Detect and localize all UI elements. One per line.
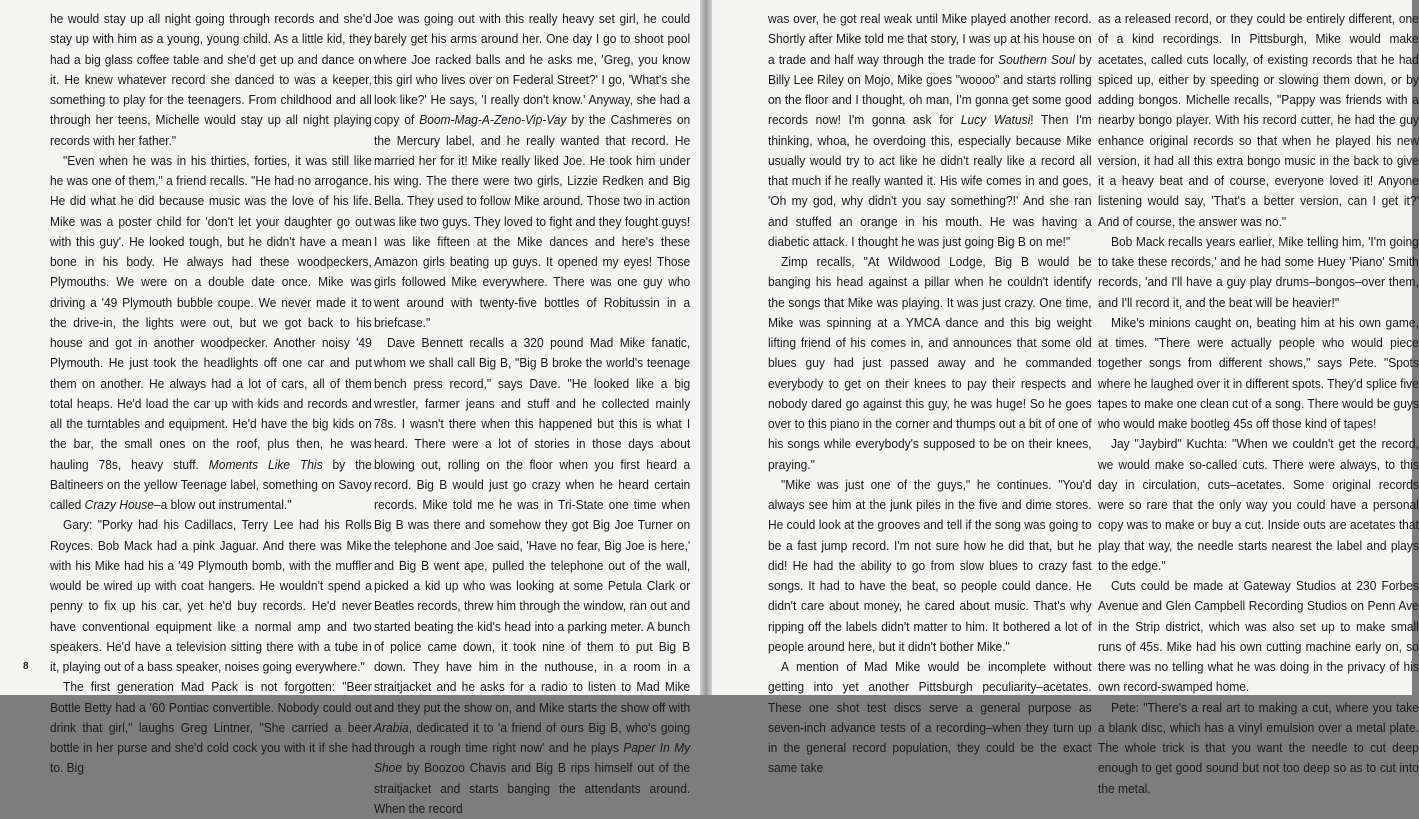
text-run: by the Cashmeres on the Mercury label, and he really wanted that record. He married her for it! Mike really liked Joe. He took him under his wing. The there were two girls, Lizzie Redken and Big Bella. They used to follow Mike around. Those two in action was like two guys. They loved to fight and they fought guys! I was like fifteen at the Mike dances and here's these Amazon girls beating up guys. It opened my eyes! Those girls followed Mike everywhere. There was one guy who went around with twenty-five bottles of Robitussin in a briefcase." (374, 112, 691, 330)
text-column (1098, 9, 1419, 799)
text-run: ! Then I'm thinking, whoa, he overdoing this, especially because Mike usually would try to act like he didn't really like a record all that much if he really wanted it. His wife comes in and goes, 'Oh my god, why didn't you say something?!' And she ran and stuffed an orange in his mouth. He was having a diabetic attack. I thought he was just going Big B on me!" (768, 112, 1092, 249)
text-run: The first generation Mad Pack is not forgotten: "Beer Bottle Betty had a '60 Pontiac convertible. Nobody could out drink that girl," laughs Greg Lintner, "She carried a beer bottle in her purse and she'd cold cock you with it if she had to. Big (50, 679, 372, 776)
left-page (0, 0, 700, 816)
text-column (50, 9, 372, 779)
italic-title: Moments Like This (208, 456, 323, 472)
text-run: Dave Bennett recalls a 320 pound Mad Mike fanatic, whom we shall call Big B, "Big B broke the world's teenage bench press record," says Dave. "He looked like a big wrestler, farmer jeans and stuff and he collected mainly 78s. I wasn't there when this happened but this is what I heard. There were a lot of stories in those days about blowing out, rolling on the floor when you first heard a record. Big B would just go crazy when he heard certain records. Mike told me he was in Tri-State one time when Big B was there and somehow they got Big Joe Turner on the telephone and Joe said, 'Have no fear, Big Joe is here,' and Big B went ape, pulled the telephone out of the wall, picked a kid up who was looking at some Petula Clark or Beatles records, threw him through the window, ran out and started beating the kid's head into a parking meter. A bunch of police came down, it took nine of them to put Big B down. They have him in the nuthouse, in a room in a straitjacket and he asks for a radio to listen to Mad Mike and they put the show on, and Mike starts the show off with (374, 335, 691, 715)
paragraph (1098, 9, 1419, 232)
text-run: Joe was going out with this really heavy set girl, he could barely get his arms around her. One day I go to shoot pool where Joe racked balls and he asks me, 'Greg, you know this girl who lives over on Federal Street?' I go, 'What's she look like?' He says, 'I really don't know.' Anyway, she had a copy of (374, 11, 691, 128)
paragraph (768, 475, 1092, 657)
text-run: –a blow out instrumental." (153, 497, 292, 512)
italic-title: Southern Soul (998, 51, 1075, 67)
text-run: Bob Mack recalls years earlier, Mike telling him, 'I'm going to take these records,' and he had some Huey 'Piano' Smith records, 'and I'll have a guy play drums–bongos–over them, and I'll record it, and the beat will be heavier!" (1098, 233, 1419, 310)
paragraph (1098, 698, 1419, 799)
text-run: , dedicated it to 'a friend of ours Big B, who's going through a rough time right now' and he plays (374, 719, 691, 755)
book-gutter (700, 0, 712, 695)
paragraph (374, 333, 690, 819)
text-run: Mike's minions caught on, beating him at his own game, at times. "There were actually people who would piece together songs from different shows," says Pete. "Spots where he laughed over it in different spots. They'd splice five tapes to make one clean cut of a song. There would be guys who would make bootleg 45s off those kind of tapes! (1098, 314, 1419, 431)
paragraph (374, 9, 690, 333)
text-run: Cuts could be made at Gateway Studios at 230 Forbes Avenue and Glen Campbell Recording Studios on Penn Ave in the Strip district, which was also set up to make small runs of 45s. Mike had his own cutting machine early on, so there was no telling what he was doing in the privacy of his own record-swamped home. (1098, 578, 1419, 695)
text-run: Pete: "There's a real art to making a cut, where you take a blank disc, which has a vinyl emulsion over a metal plate. The whole trick is that you want the needle to cut deep enough to get good sound but not too deep so as to cut into the metal. (1098, 699, 1419, 796)
text-run: was over, he got real weak until Mike played another record. Shortly after Mike told me that story, I was up at his house on a trade and half way through the trade for (768, 11, 1092, 67)
right-page (712, 0, 1419, 796)
paragraph (50, 677, 372, 778)
paragraph (1098, 313, 1419, 435)
text-run: by the Baltineers on the yellow Teenage label, something on Savoy called (50, 456, 372, 512)
text-run: by Billy Lee Riley on Mojo, Mike goes "woooo" and starts rolling on the floor and I thought, oh man, I'm gonna get some good records now! I'm gonna ask for (768, 51, 1092, 128)
paragraph (768, 252, 1092, 475)
paragraph (1098, 232, 1419, 313)
italic-title: Crazy House (84, 497, 154, 512)
italic-title: Boom-Mag-A-Zeno-Vip-Vay (419, 112, 567, 128)
text-run: A mention of Mad Mike would be incomplete without getting into yet another Pittsburgh peculiarity–acetates. These one shot test discs serve a general purpose as seven-inch advance tests of a recording–when they turn up in the general record population, they could be the exact same take (768, 659, 1092, 776)
text-run: Jay "Jaybird" Kuchta: "When we couldn't get the record, we would make so-called cuts. There were always, to this day in circulation, cuts–acetates. Some original records were so rare that the only way you could have a personal copy was to make or buy a cut. Inside outs are acetates that play that way, the needle starts nearest the label and plays to the edge." (1098, 436, 1419, 573)
italic-title: Lucy Watusi (960, 112, 1031, 128)
text-run: he would stay up all night going through records and she'd stay up with him as a young, young child. As a little kid, they had a big glass coffee table and she'd get up and dance on it. He knew whatever record she danced to was a keeper, something to play for the teenagers. From childhood and all through her teens, Michelle would stay up all night playing records with her father." (50, 11, 372, 148)
paragraph (1098, 576, 1419, 698)
text-column (768, 9, 1092, 779)
paragraph (50, 515, 372, 677)
paragraph (768, 657, 1092, 779)
text-column (374, 9, 690, 819)
italic-title: Arabia (374, 719, 409, 735)
paragraph (50, 9, 372, 151)
paragraph (1098, 434, 1419, 576)
paragraph (768, 9, 1092, 252)
paragraph (50, 151, 372, 516)
text-run: by Boozoo Chavis and Big B rips himself out of the straitjacket and starts banging the attendants around. When the record (374, 760, 691, 816)
text-run: Gary: "Porky had his Cadillacs, Terry Lee had his Rolls Royces. Bob Mack had a pink Jaguar. And there was Mike with his Mike had his a '49 Plymouth bomb, with the muffler would be wired up with coat hangers. He wouldn't spend a penny to fix up his car, yet he'd buy records. He'd never have conventional equipment like a normal amp and two speakers. He'd have a television sitting there with a tube in it, playing out of a bass speaker, noises going everywhere." (50, 517, 372, 674)
text-run: "Even when he was in his thirties, forties, it was still like he was one of them," a friend recalls. "He had no arrogance. He did what he did because music was the love of his life. Mike was a poster child for 'don't let your daughter go out with this guy'. He looked tough, but he didn't have a mean bone in his body. He always had these woodpeckers, Plymouths. We were on a double date once. Mike was driving a '49 Plymouth bubble coupe. We never made it to the drive-in, the lights were out, but we got back to his house and got in another woodpecker. Another noisy '49 Plymouth. He just took the headlights off one car and put them on another. He always had a lot of cars, all of them total heaps. He'd load the car up with kids and records and all the turntables and equipment. He'd have the big kids on the bar, the small ones on the roof, plus then, he was hauling 78s, heavy stuff. (50, 152, 372, 472)
text-run: as a released record, or they could be entirely different, one of a kind recordings. In Pittsburgh, Mike would make acetates, called cuts locally, of existing records that he had spiced up, either by speeding or slowing them down, or by adding bongos. Michelle recalls, "Pappy was friends with a nearby bongo player. With his record cutter, he had the guy enhance original records so that when he played his new version, it had all this extra bongo music in the back to give it a heavy beat and of course, everyone loved it! Anyone listening would say, 'That's a better version, can I get it?' And of course, the answer was no." (1098, 11, 1419, 229)
page-number: 8 (23, 661, 29, 672)
italic-title: Paper In My Shoe (374, 740, 691, 776)
text-run: "Mike was just one of the guys," he continues. "You'd always see him at the junk piles in the five and dime stores. He could look at the grooves and tell if the song was going to be a fast jump record. I'm not sure how he did that, but he did! He had the ability to go from slow blues to crazy fast songs. It had to have the beat, so people could dance. He didn't care about money, he cared about music. That's why ripping off the labels didn't matter to him. It bothered a lot of people around here, but it didn't bother Mike." (768, 476, 1092, 654)
text-run: Zimp recalls, "At Wildwood Lodge, Big B would be banging his head against a pillar when he couldn't identify the songs that Mike was playing. It was just crazy. One time, Mike was spinning at a YMCA dance and this big weight lifting friend of his comes in, and announces that some old blues guy had just passed away and he commanded everybody to get on their knees to pay their respects and nobody dared go against this guy, he was huge! So he goes over to this piano in the corner and thumps out a bit of one of his songs while everybody's supposed to be on their knees, praying." (768, 254, 1092, 472)
